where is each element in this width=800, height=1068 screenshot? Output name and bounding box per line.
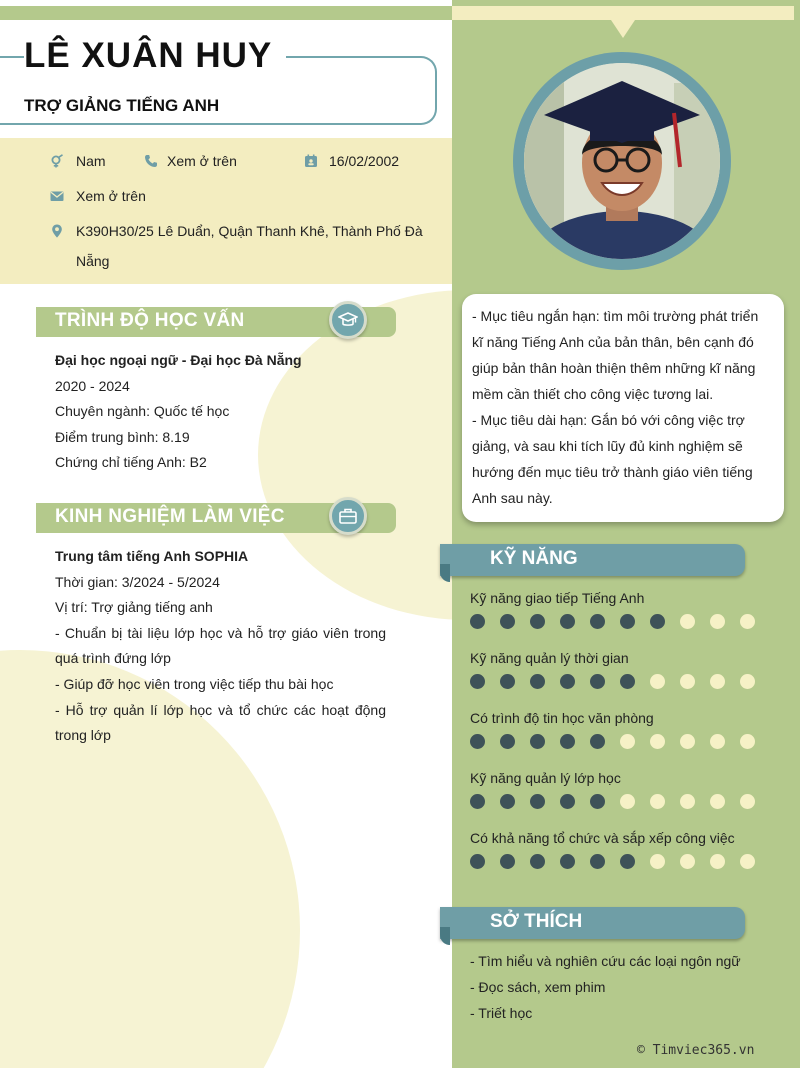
phone-value: Xem ở trên: [167, 153, 237, 169]
skill-dot-empty: [620, 794, 635, 809]
skill-dot-empty: [650, 854, 665, 869]
contact-email: [50, 181, 146, 211]
source-credit: © Timviec365.vn: [637, 1043, 755, 1058]
skill-dot-filled: [470, 794, 485, 809]
objective-line: giảng, và sau khi tích lũy đủ kinh nghiệm sẽ: [472, 438, 743, 454]
skill-dot-filled: [560, 674, 575, 689]
skill-dot-empty: [740, 794, 755, 809]
hobbies-heading: [440, 907, 745, 939]
experience-block: [55, 544, 386, 749]
hobby-list: [470, 948, 741, 1026]
skill-rating: [470, 614, 770, 632]
top-band-left: [0, 6, 452, 20]
skill-dot-filled: [560, 854, 575, 869]
skill-dot-filled: [650, 614, 665, 629]
skill-dot-empty: [680, 794, 695, 809]
skill-name: Có khả năng tổ chức và sắp xếp công việc: [470, 830, 735, 846]
skill-dot-filled: [470, 674, 485, 689]
skill-dot-filled: [590, 854, 605, 869]
briefcase-icon: [338, 506, 358, 526]
skill-dot-filled: [500, 854, 515, 869]
skill-dot-filled: [470, 854, 485, 869]
skill-dot-empty: [680, 734, 695, 749]
objective-line: - Mục tiêu ngắn hạn: tìm môi trường phát triển: [472, 308, 759, 324]
avatar: [524, 63, 720, 259]
skill-dot-empty: [710, 734, 725, 749]
skill-dot-filled: [530, 794, 545, 809]
objective-line: - Mục tiêu dài hạn: Gắn bó với công việc trợ: [472, 412, 745, 428]
skill-dot-filled: [590, 734, 605, 749]
skill-name: Có trình độ tin học văn phòng: [470, 710, 654, 726]
company-name: Trung tâm tiếng Anh SOPHIA: [55, 548, 249, 564]
career-objective-card: [462, 294, 784, 522]
skill-item: [470, 588, 770, 632]
skill-dot-filled: [530, 854, 545, 869]
experience-position: Vị trí: Trợ giảng tiếng anh: [55, 599, 213, 616]
skill-dot-filled: [500, 734, 515, 749]
skill-dot-empty: [740, 854, 755, 869]
skill-rating: [470, 854, 770, 872]
skill-dot-empty: [710, 794, 725, 809]
skill-rating: [470, 734, 770, 752]
skill-dot-filled: [620, 854, 635, 869]
top-notch: [611, 20, 635, 38]
skill-dot-filled: [590, 794, 605, 809]
skill-dot-filled: [620, 614, 635, 629]
skill-name: Kỹ năng giao tiếp Tiếng Anh: [470, 590, 645, 606]
skill-dot-filled: [530, 674, 545, 689]
skill-dot-filled: [500, 614, 515, 629]
skill-dot-filled: [470, 734, 485, 749]
contact-gender: [50, 146, 106, 176]
experience-duty: trong lớp: [55, 727, 111, 744]
hobby-item: - Triết học: [470, 1005, 533, 1021]
education-block: [55, 348, 302, 476]
contact-phone: [144, 146, 237, 176]
experience-time: Thời gian: 3/2024 - 5/2024: [55, 573, 220, 590]
top-band-right: [452, 6, 794, 20]
skill-name: Kỹ năng quản lý lớp học: [470, 770, 621, 786]
address-line-1: K390H30/25 Lê Duẩn, Quận Thanh Khê, Thành Phố Đà: [76, 223, 423, 239]
school-name: Đại học ngoại ngữ - Đại học Đà Nẵng: [55, 352, 302, 368]
objective-line: mềm cần thiết cho công việc tương lai.: [472, 386, 714, 402]
skill-dot-filled: [500, 794, 515, 809]
skill-dot-empty: [740, 674, 755, 689]
address-line-2: Nẵng: [76, 253, 110, 269]
gender-icon: [50, 154, 64, 168]
skill-dot-filled: [620, 674, 635, 689]
hobby-item: - Tìm hiểu và nghiên cứu các loại ngôn ngữ: [470, 953, 741, 969]
gender-value: Nam: [76, 153, 106, 169]
skills-heading-label: KỸ NĂNG: [490, 548, 578, 569]
experience-duty: - Chuẩn bị tài liệu lớp học và hỗ trợ giáo viên trong: [55, 624, 386, 641]
candidate-name: LÊ XUÂN HUY: [24, 36, 286, 76]
education-heading-label: TRÌNH ĐỘ HỌC VẤN: [55, 310, 245, 331]
skill-dot-empty: [650, 674, 665, 689]
skill-dot-empty: [710, 674, 725, 689]
contact-address: [50, 216, 423, 276]
skill-dot-empty: [650, 794, 665, 809]
skill-dot-filled: [590, 614, 605, 629]
job-title: TRỢ GIẢNG TIẾNG ANH: [24, 96, 220, 115]
objective-line: Anh sau này.: [472, 490, 553, 506]
skill-dot-empty: [620, 734, 635, 749]
hobby-item: - Đọc sách, xem phim: [470, 979, 606, 995]
location-pin-icon: [50, 224, 64, 238]
skill-dot-empty: [650, 734, 665, 749]
mail-icon: [50, 189, 64, 203]
skill-dot-filled: [560, 614, 575, 629]
skill-name: Kỹ năng quản lý thời gian: [470, 650, 629, 666]
education-major: Chuyên ngành: Quốc tế học: [55, 403, 230, 420]
education-badge: [329, 301, 367, 339]
skill-item: [470, 768, 770, 812]
birthday-value: 16/02/2002: [329, 153, 400, 169]
skill-dot-filled: [500, 674, 515, 689]
experience-duty: - Hỗ trợ quản lí lớp học và tổ chức các hoạt động: [55, 701, 386, 718]
skill-dot-empty: [680, 614, 695, 629]
skill-item: [470, 828, 770, 872]
objective-line: giúp bản thân hoàn thiện thêm những kĩ năng: [472, 360, 756, 376]
experience-badge: [329, 497, 367, 535]
skill-item: [470, 648, 770, 692]
education-period: 2020 - 2024: [55, 377, 130, 394]
skill-dot-empty: [740, 614, 755, 629]
skill-dot-empty: [740, 734, 755, 749]
skill-dot-empty: [710, 854, 725, 869]
skill-dot-filled: [470, 614, 485, 629]
skill-dot-empty: [710, 614, 725, 629]
skill-dot-filled: [530, 614, 545, 629]
skill-dot-filled: [590, 674, 605, 689]
education-certificate: Chứng chỉ tiếng Anh: B2: [55, 454, 207, 471]
skill-dot-empty: [680, 674, 695, 689]
avatar-photo: [524, 63, 720, 259]
skill-dot-filled: [560, 734, 575, 749]
calendar-icon: [304, 154, 318, 168]
education-gpa: Điểm trung bình: 8.19: [55, 428, 190, 445]
hobbies-heading-label: SỞ THÍCH: [490, 911, 583, 932]
experience-duty: - Giúp đỡ học viên trong việc tiếp thu bài học: [55, 675, 334, 692]
skill-dot-empty: [680, 854, 695, 869]
experience-duty: quá trình đứng lớp: [55, 650, 171, 667]
skill-item: [470, 708, 770, 752]
experience-heading-label: KINH NGHIỆM LÀM VIỆC: [55, 506, 285, 527]
skills-heading: [440, 544, 745, 576]
skill-rating: [470, 674, 770, 692]
objective-line: hướng đến mục tiêu trở thành giáo viên tiếng: [472, 464, 753, 480]
skill-rating: [470, 794, 770, 812]
skill-dot-filled: [530, 734, 545, 749]
objective-line: kĩ năng Tiếng Anh của bản thân, bên cạnh đó: [472, 334, 754, 350]
skill-dot-filled: [560, 794, 575, 809]
graduation-cap-icon: [338, 310, 358, 330]
email-value: Xem ở trên: [76, 188, 146, 204]
phone-icon: [144, 154, 158, 168]
contact-birthday: [304, 146, 399, 176]
